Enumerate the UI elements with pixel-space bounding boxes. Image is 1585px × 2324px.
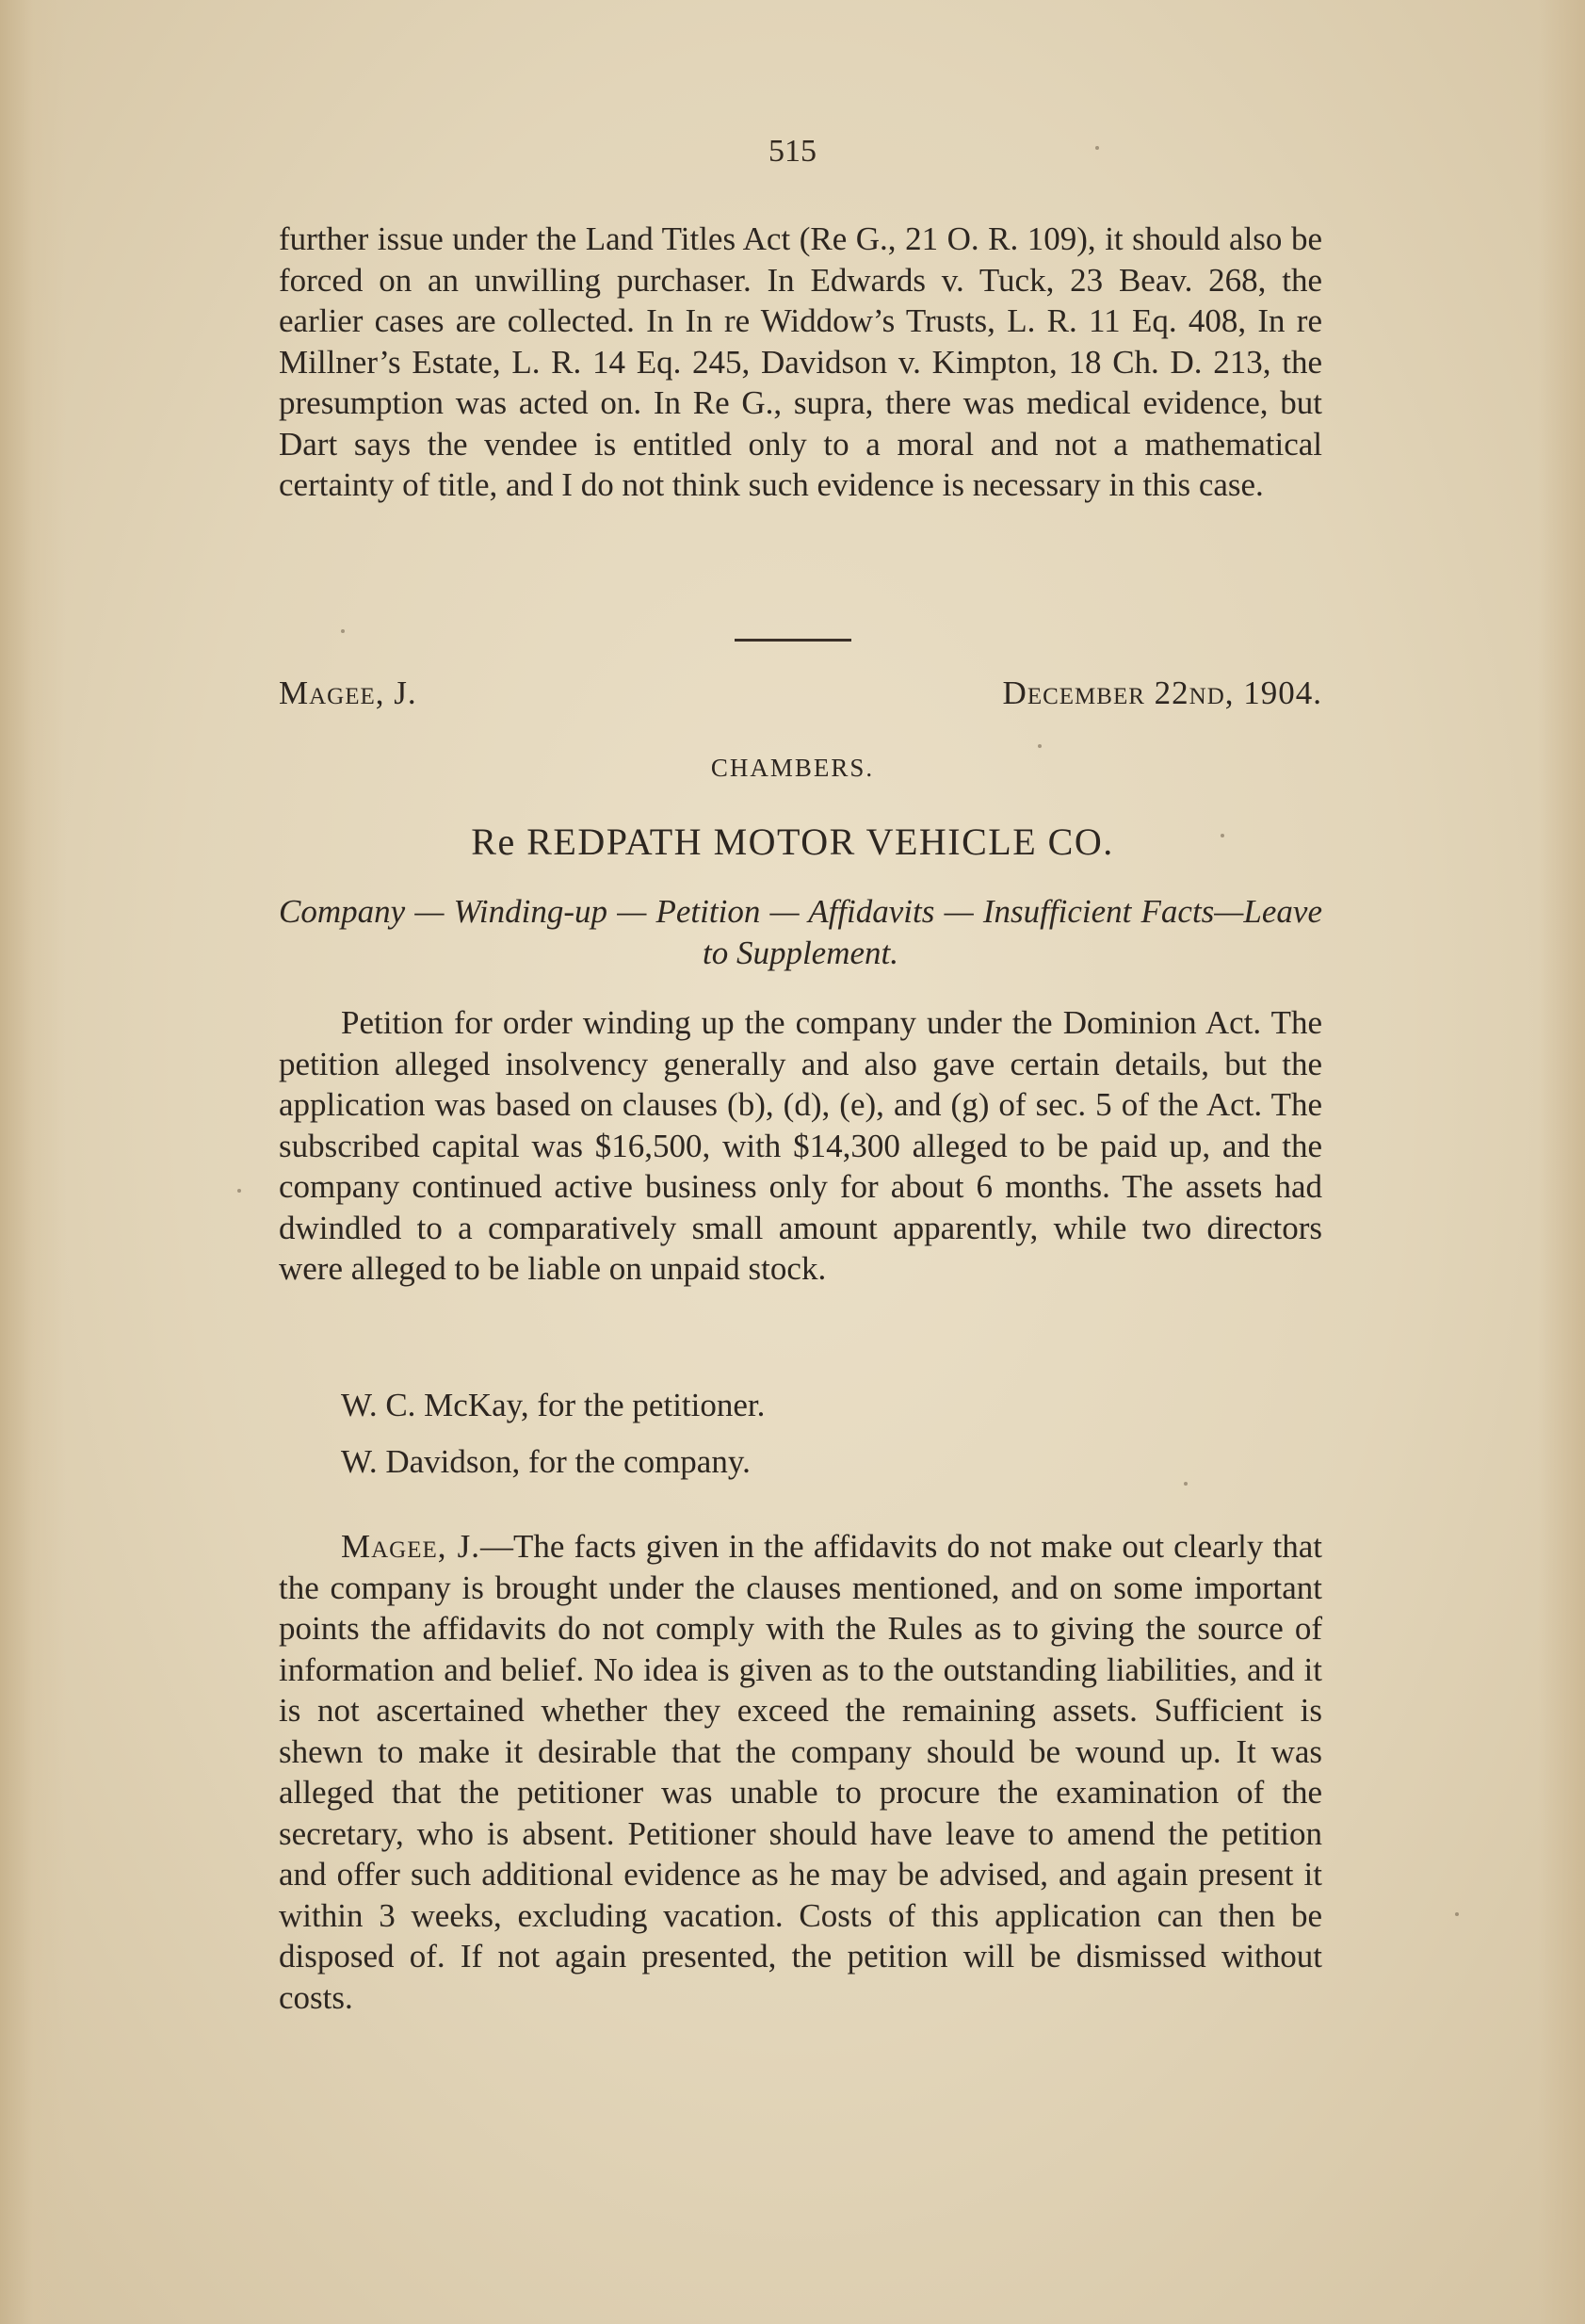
case-summary-paragraph: Petition for order winding up the company under the Dominion Act. The petition alleged insolvency generally and also gave certain details, but the application was based on clauses (b), (d), (e), and (g) of sec. 5 of the Act. The subscribed capital was $16,500, with $14,300 alleged to be paid up, and the company continued active business only for about 6 months. The assets had dwindled to a comparatively small amount apparently, while two directors were alleged to be liable on unpaid stock. [279, 1004, 1322, 1287]
paper-speck [1184, 1482, 1188, 1486]
paper-speck [1095, 146, 1099, 150]
paper-speck [1221, 834, 1224, 837]
section-divider [735, 639, 851, 642]
paper-speck [237, 1189, 241, 1193]
paper-speck [1455, 1912, 1459, 1916]
paper-speck [1038, 744, 1042, 748]
headnote: Company — Winding-up — Petition — Affidavits — Insufficient Facts—Leave to Supplement. [279, 893, 1322, 971]
decision-date: December 22nd, 1904. [1002, 674, 1322, 711]
court-heading: CHAMBERS. [710, 754, 875, 782]
judgment-paragraph [279, 1526, 1322, 2018]
counsel-petitioner: W. C. McKay, for the petitioner. [341, 1387, 766, 1423]
counsel-company: W. Davidson, for the company. [341, 1443, 751, 1480]
judgment-judge: Magee, J. [341, 1528, 481, 1565]
case-title: Re REDPATH MOTOR VEHICLE CO. [471, 821, 1114, 863]
page-number: 515 [768, 134, 817, 169]
judge-name: Magee, J. [279, 674, 417, 711]
paper-speck [341, 629, 345, 633]
continued-paragraph: further issue under the Land Titles Act (Re G., 21 O. R. 109), it should also be forced on an unwilling purchaser. In Edwards v. Tuck, 23 Beav. 268, the earlier cases are collected. In In re Widdow’s Trusts, L. R. 11 Eq. 408, In re Millner’s Estate, L. R. 14 Eq. 245, Davidson v. Kimpton, 18 Ch. D. 213, the presumption was acted on. In Re G., supra, there was medical evidence, but Dart says the vendee is entitled only to a moral and not a mathematical certainty of title, and I do not think such evidence is necessary in this case. [279, 220, 1322, 503]
judgment-body: —The facts given in the affidavits do not make out clearly that the company is brought under the clauses mentioned, and on some important points the affidavits do not comply with the Rules as to giving the source of information and belief. No idea is given as to the outstanding liabilities, and it is not ascertained whether they exceed the remaining assets. Sufficient is shewn to make it desirable that the company should be wound up. It was alleged that the petitioner was unable to procure the examination of the secretary, who is absent. Petitioner should have leave to amend the petition and offer such additional evidence as he may be advised, and again present it within 3 weeks, excluding vacation. Costs of this application can then be disposed of. If not again presented, the petition will be dismissed without costs. [279, 1528, 1322, 2016]
